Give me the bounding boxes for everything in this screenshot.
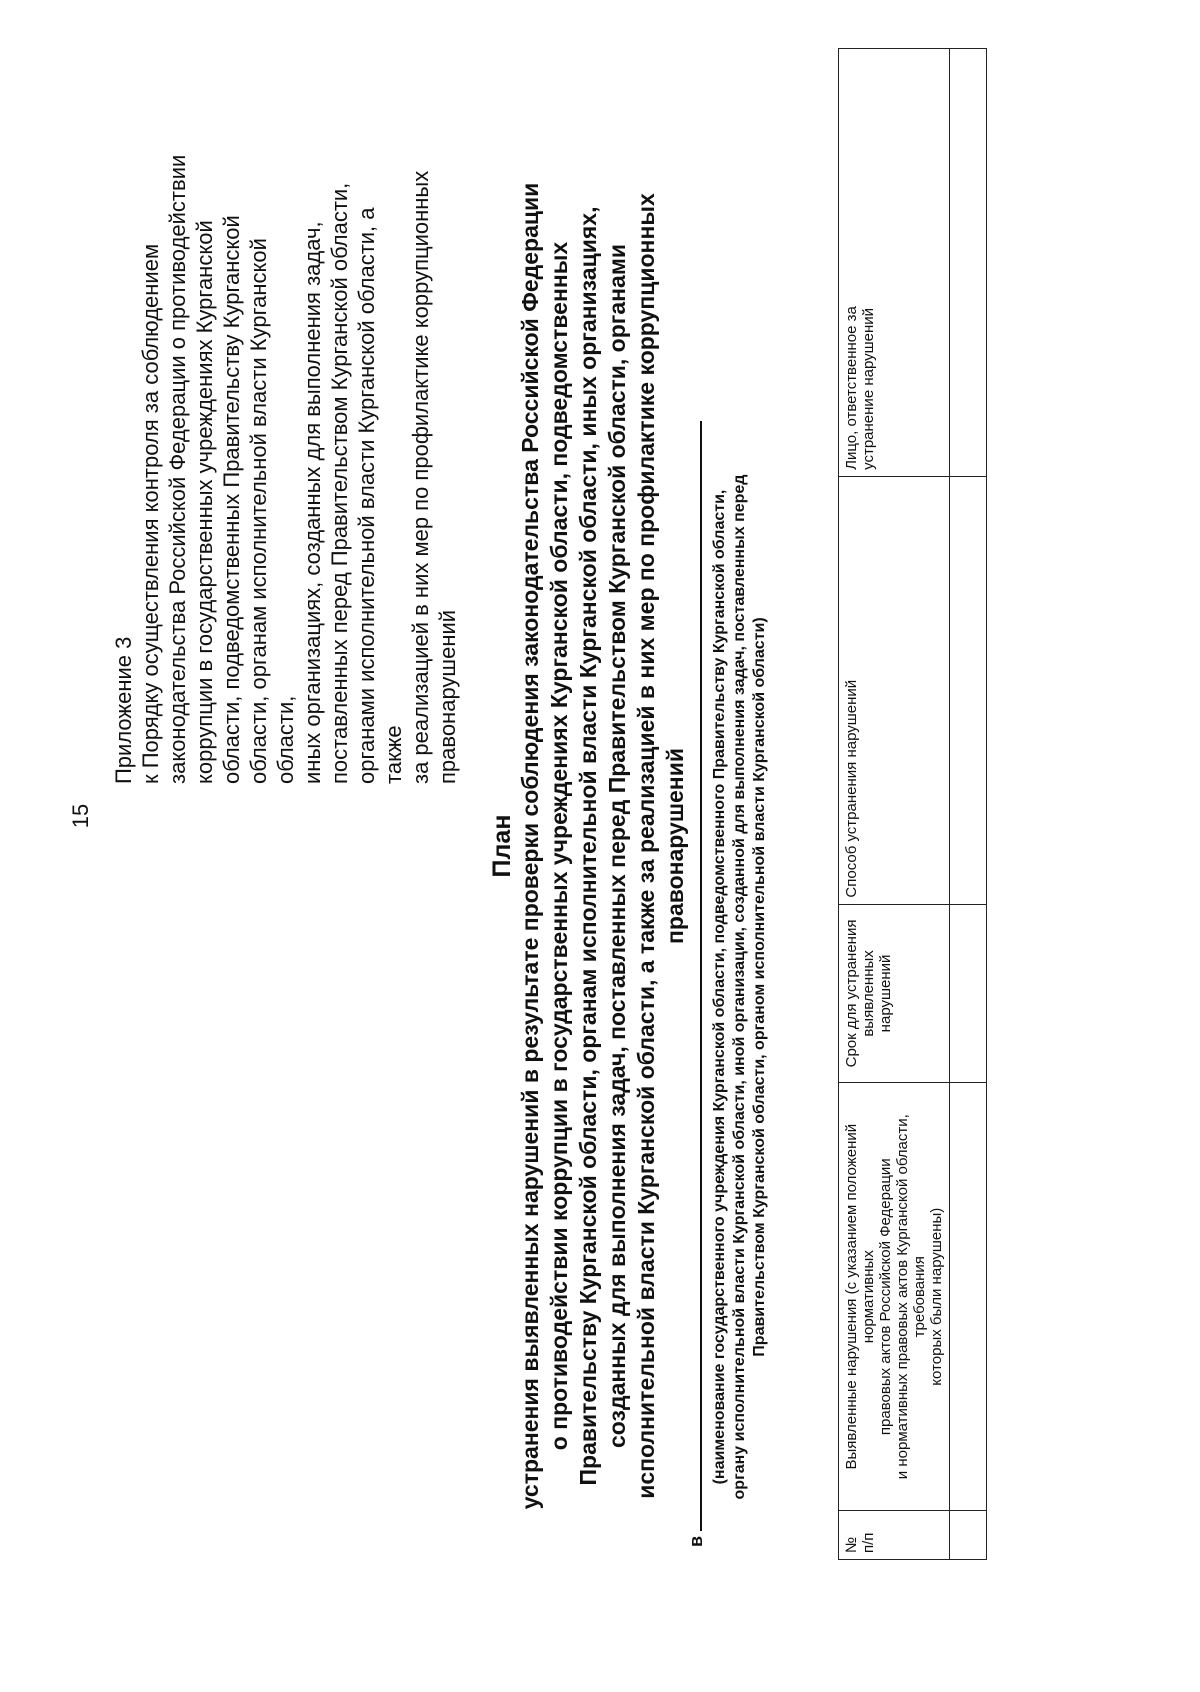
table-cell [950, 1511, 987, 1560]
annex-line: области, подведомственных Правительству Курганской [219, 215, 244, 784]
plan-subtitle [516, 165, 690, 1527]
annex-header [110, 144, 461, 784]
plan-subtitle-line: о противодействии коррупции в государственных учреждениях Курганской области, подведомственных [546, 241, 572, 1451]
organization-prefix: в [686, 1535, 706, 1547]
table-cell [950, 1083, 987, 1511]
organization-fill-line [686, 421, 702, 1531]
page-number: 15 [68, 803, 93, 829]
plan-subtitle-line: Правительству Курганской области, органам исполнительной власти Курганской области, иных организациях, [575, 206, 601, 1486]
annex-line: поставленных перед Правительством Курганской области, [327, 182, 352, 784]
plan-subtitle-line: исполнительной власти Курганской области, а также за реализацией в них мер по профилактике коррупционных [633, 193, 659, 1499]
organization-caption-line: (наименование государственного учреждения Курганской области, подведомственного Правительству Курганской области, [711, 489, 728, 1485]
annex-line: органами исполнительной власти Курганской области, а также [354, 207, 406, 784]
annex-line: коррупции в государственных учреждениях Курганской [192, 220, 217, 784]
plan-subtitle-line: созданных для выполнения задач, поставленных перед Правительством Курганской области, органами [604, 244, 630, 1448]
organization-caption-line: органу исполнительной власти Курганской области, иной организации, созданной для выполнения задач, поставленных перед [731, 474, 748, 1500]
annex-line: законодательства Российской Федерации о противодействии [165, 154, 190, 784]
header-responsible-person: Лицо, ответственное за устранение нарушений [839, 49, 950, 477]
table-cell [950, 476, 987, 904]
annex-line: области, органам исполнительной власти Курганской области, [246, 238, 298, 784]
plan-subtitle-line: устранения выявленных нарушений в результате проверки соблюдения законодательства Российской Федерации [517, 182, 543, 1510]
plan-title: План [488, 814, 516, 878]
plan-table [838, 48, 987, 1560]
organization-caption [710, 447, 770, 1527]
annex-line: за реализацией в них мер по профилактике коррупционных [408, 170, 433, 784]
table-header-row [839, 49, 950, 1560]
table-cell [950, 904, 987, 1083]
organization-line [686, 412, 707, 1547]
header-violations: Выявленные нарушения (с указанием положений нормативных правовых актов Российской Федерации и нормативных правовых актов Курганской области, требования которых были нарушены) [839, 1083, 950, 1511]
organization-caption-line: Правительством Курганской области, органом исполнительной власти Курганской области) [751, 617, 768, 1357]
header-num: № п/п [839, 1511, 950, 1560]
annex-line: к Порядку осуществления контроля за соблюдением [138, 243, 163, 784]
table-row [950, 49, 987, 1560]
header-method: Способ устранения нарушений [839, 476, 950, 904]
annex-line: иных организациях, созданных для выполнения задач, [300, 221, 325, 784]
annex-line: Приложение 3 [111, 636, 136, 784]
header-term: Срок для устранения выявленных нарушений [839, 904, 950, 1083]
table-cell [950, 49, 987, 477]
plan-subtitle-line: правонарушений [662, 748, 688, 944]
annex-line: правонарушений [435, 609, 460, 784]
